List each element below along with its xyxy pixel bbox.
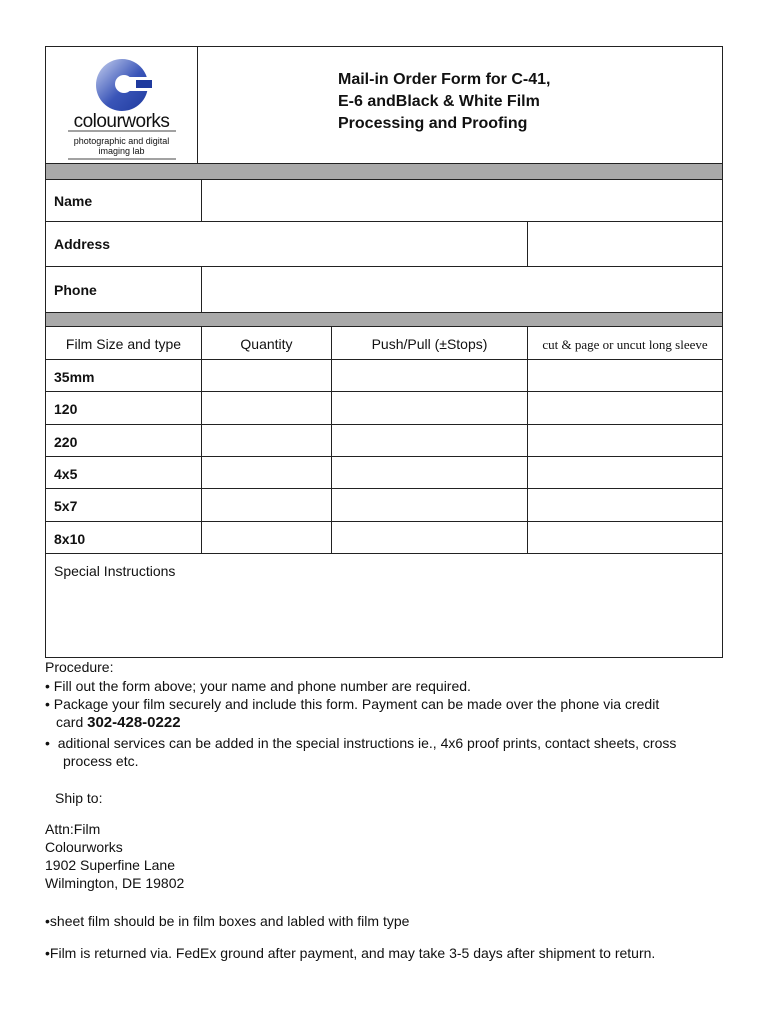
sleeve-cell[interactable] — [527, 522, 722, 553]
film-size-label: 220 — [54, 434, 78, 450]
title-line-3: Processing and Proofing — [338, 115, 528, 132]
table-row — [46, 457, 722, 489]
film-size-label: 5x7 — [54, 498, 78, 514]
quantity-cell[interactable] — [201, 392, 331, 424]
name-label: Name — [54, 193, 93, 209]
bullet-icon: • — [45, 696, 54, 712]
quantity-cell[interactable] — [201, 457, 331, 488]
procedure-item-1 — [45, 677, 471, 695]
procedure-item-2-card: card — [56, 714, 84, 730]
note-sheet-film: •sheet film should be in film boxes and labled with film type — [45, 913, 410, 929]
procedure-item-3 — [45, 734, 676, 752]
title-line-2: E-6 andBlack & White Film — [338, 93, 540, 110]
order-form — [45, 46, 723, 658]
phone-number: 302-428-0222 — [87, 714, 181, 731]
sleeve-cell[interactable] — [527, 457, 722, 488]
shipping-line-3: 1902 Superfine Lane — [45, 857, 175, 873]
film-size-label: 120 — [54, 401, 78, 417]
procedure-item-2-text: Package your film securely and include this form. Payment can be made over the phone via credit — [53, 696, 660, 712]
table-row — [46, 522, 722, 554]
film-size-label: 4x5 — [54, 466, 78, 482]
push-pull-cell[interactable] — [331, 425, 527, 456]
quantity-cell[interactable] — [201, 425, 331, 456]
quantity-cell[interactable] — [201, 360, 331, 391]
col-header-push-pull-label: Push/Pull (±Stops) — [371, 336, 488, 352]
procedure-item-2 — [45, 695, 659, 713]
address-field-2[interactable] — [527, 222, 722, 266]
col-header-sleeve-label: cut & page or uncut long sleeve — [542, 337, 708, 352]
special-instructions-field[interactable] — [46, 554, 722, 657]
col-header-film-label: Film Size and type — [65, 336, 182, 352]
sleeve-cell[interactable] — [527, 425, 722, 456]
separator-bar — [46, 164, 722, 180]
col-header-push-pull — [331, 327, 527, 359]
bullet-icon: • — [45, 735, 58, 751]
film-size-label: 8x10 — [54, 531, 86, 547]
bullet-icon: • — [45, 678, 54, 694]
quantity-cell[interactable] — [201, 522, 331, 553]
logo-tagline-2: imaging lab — [98, 146, 145, 156]
page-title — [338, 69, 550, 135]
col-header-quantity-label: Quantity — [240, 336, 293, 352]
col-header-sleeve — [527, 327, 722, 359]
push-pull-cell[interactable] — [331, 522, 527, 553]
shipping-line-2: Colourworks — [45, 839, 123, 855]
logo-block — [46, 47, 197, 163]
title-line-1: Mail-in Order Form for C-41, — [338, 71, 551, 88]
push-pull-cell[interactable] — [331, 360, 527, 391]
push-pull-cell[interactable] — [331, 457, 527, 488]
address-label: Address — [54, 236, 111, 252]
address-field[interactable] — [46, 222, 527, 266]
logo-name: colourworks — [73, 111, 170, 132]
table-row — [46, 392, 722, 425]
shipping-address — [45, 820, 184, 892]
ship-to-label: Ship to: — [55, 790, 103, 806]
table-row — [46, 425, 722, 457]
push-pull-cell[interactable] — [331, 489, 527, 521]
table-row — [46, 360, 722, 392]
phone-label: Phone — [54, 282, 97, 298]
form-header — [46, 47, 722, 164]
procedure-item-3-cont: process etc. — [63, 753, 139, 769]
address-row — [46, 222, 722, 267]
title-block — [197, 47, 722, 163]
film-size-label: 35mm — [54, 369, 95, 385]
shipping-line-1: Attn:Film — [45, 821, 101, 837]
note-return-shipping: •Film is returned via. FedEx ground after payment, and may take 3-5 days after shipment to return. — [45, 945, 656, 961]
sleeve-cell[interactable] — [527, 360, 722, 391]
shipping-line-4: Wilmington, DE 19802 — [45, 875, 185, 891]
table-row — [46, 489, 722, 522]
col-header-film — [46, 327, 201, 359]
phone-row — [46, 267, 722, 313]
special-instructions-label: Special Instructions — [54, 563, 176, 579]
procedure-item-1-text: Fill out the form above; your name and phone number are required. — [53, 678, 471, 694]
procedure-item-3-text: aditional services can be added in the special instructions ie., 4x6 proof prints, contact sheets, cross — [57, 735, 677, 751]
quantity-cell[interactable] — [201, 489, 331, 521]
sleeve-cell[interactable] — [527, 392, 722, 424]
procedure-title: Procedure: — [45, 659, 114, 675]
name-row — [46, 180, 722, 222]
push-pull-cell[interactable] — [331, 392, 527, 424]
col-header-quantity — [201, 327, 331, 359]
logo-tagline-1: photographic and digital — [73, 136, 170, 146]
phone-field[interactable] — [201, 267, 722, 312]
name-field[interactable] — [201, 180, 722, 221]
film-table-header — [46, 327, 722, 360]
sleeve-cell[interactable] — [527, 489, 722, 521]
procedure-item-2-cont — [56, 713, 181, 732]
separator-bar — [46, 313, 722, 327]
